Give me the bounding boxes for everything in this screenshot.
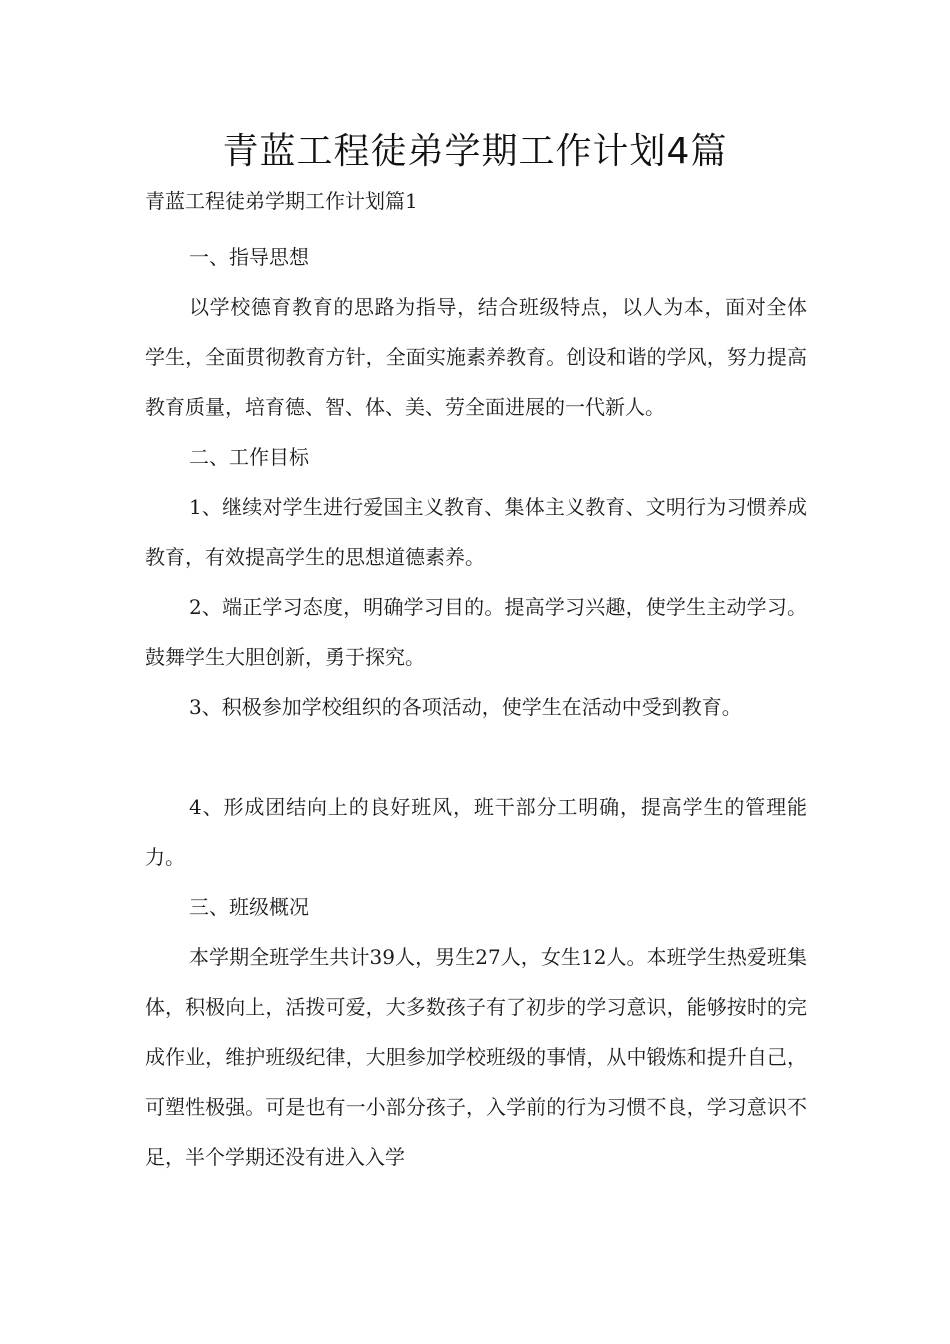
section-heading-class-overview: 三、班级概况 — [189, 895, 309, 919]
section-heading-work-goals: 二、工作目标 — [189, 445, 309, 469]
paragraph-guiding-thought: 以学校德育教育的思路为指导，结合班级特点，以人为本，面对全体学生，全面贯彻教育方针，全面实施素养教育。创设和谐的学风，努力提高教育质量，培育德、智、体、美、劳全面进展的一代新人。 — [145, 295, 807, 419]
paragraph-class-overview: 本学期全班学生共计39人，男生27人，女生12人。本班学生热爱班集体，积极向上，活拨可爱，大多数孩子有了初步的学习意识，能够按时的完成作业，维护班级纪律，大胆参加学校班级的事情，从中锻炼和提升自己，可塑性极强。可是也有一小部分孩子，入学前的行为习惯不良，学习意识不足，半个学期还没有进入入学 — [145, 945, 807, 1169]
paragraph-goal-4: 4、形成团结向上的良好班风，班干部分工明确，提高学生的管理能力。 — [145, 795, 807, 869]
paragraph-goal-1: 1、继续对学生进行爱国主义教育、集体主义教育、文明行为习惯养成教育，有效提高学生的思想道德素养。 — [145, 495, 807, 569]
paragraph-goal-3: 3、积极参加学校组织的各项活动，使学生在活动中受到教育。 — [189, 695, 742, 719]
blank-line — [145, 732, 807, 782]
document-title: 青蓝工程徒弟学期工作计划4篇 — [222, 131, 728, 172]
document-body — [145, 232, 807, 1182]
paragraph-goal-2: 2、端正学习态度，明确学习目的。提高学习兴趣，使学生主动学习。鼓舞学生大胆创新，勇于探究。 — [145, 595, 807, 669]
section-heading-guiding-thought: 一、指导思想 — [189, 245, 309, 269]
document-subtitle: 青蓝工程徒弟学期工作计划篇1 — [145, 189, 418, 213]
